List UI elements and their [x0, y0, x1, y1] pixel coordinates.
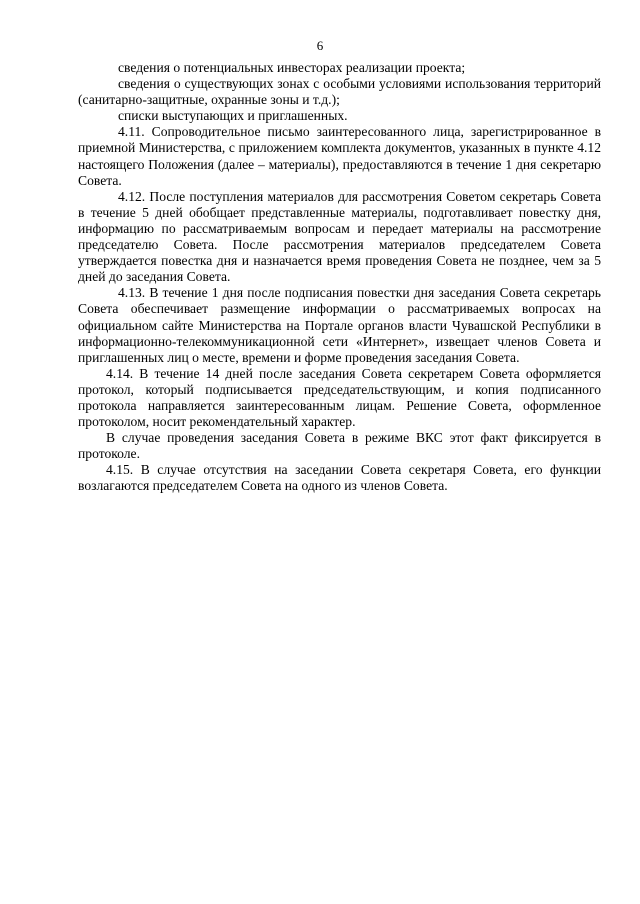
paragraph-4-15: 4.15. В случае отсутствия на заседании Совета секретаря Совета, его функции возлагаются председателем Совета на одного из членов Совета.: [78, 462, 601, 494]
paragraph-4-13: 4.13. В течение 1 дня после подписания повестки дня заседания Совета секретарь Совета обеспечивает размещение информации о рассматриваемых вопросах на официальном сайте Министерства на Портале органов власти Чувашской Республики в информационно-телекоммуникационной сети «Интернет», извещает членов Совета и приглашенных лиц о месте, времени и форме проведения заседания Совета.: [78, 285, 601, 365]
document-body: [78, 60, 601, 495]
paragraph-investors: сведения о потенциальных инвесторах реализации проекта;: [118, 60, 466, 75]
paragraph-vks-protocol: В случае проведения заседания Совета в режиме ВКС этот факт фиксируется в протоколе.: [78, 430, 601, 462]
paragraph-4-12: 4.12. После поступления материалов для рассмотрения Советом секретарь Совета в течение 5 дней обобщает представленные материалы, подготавливает повестку дня, информацию по рассматриваемым вопросам и передает материалы на рассмотрение председателю Совета. После рассмотрения материалов председателем Совета утверждается повестка дня и назначается время проведения Совета не позднее, чем за 5 дней до заседания Совета.: [78, 188, 601, 285]
paragraph-special-zones: сведения о существующих зонах с особыми условиями использования территорий (санитарно-защитные, охранные зоны и т.д.);: [78, 76, 601, 108]
paragraph-4-11: 4.11. Сопроводительное письмо заинтересованного лица, зарегистрированное в приемной Министерства, с приложением комплекта документов, указанных в пункте 4.12 настоящего Положения (далее – материалы), предоставляются в течение 1 дня секретарю Совета.: [78, 124, 601, 188]
paragraph-speakers-list: списки выступающих и приглашенных.: [118, 108, 348, 124]
paragraph-4-14: 4.14. В течение 14 дней после заседания Совета секретарем Совета оформляется протокол, который подписывается председательствующим, и копия подписанного протокола направляется заинтересованным лицам. Решение Совета, оформленное протоколом, носит рекомендательный характер.: [78, 365, 601, 430]
page-number: 6: [316, 38, 324, 53]
